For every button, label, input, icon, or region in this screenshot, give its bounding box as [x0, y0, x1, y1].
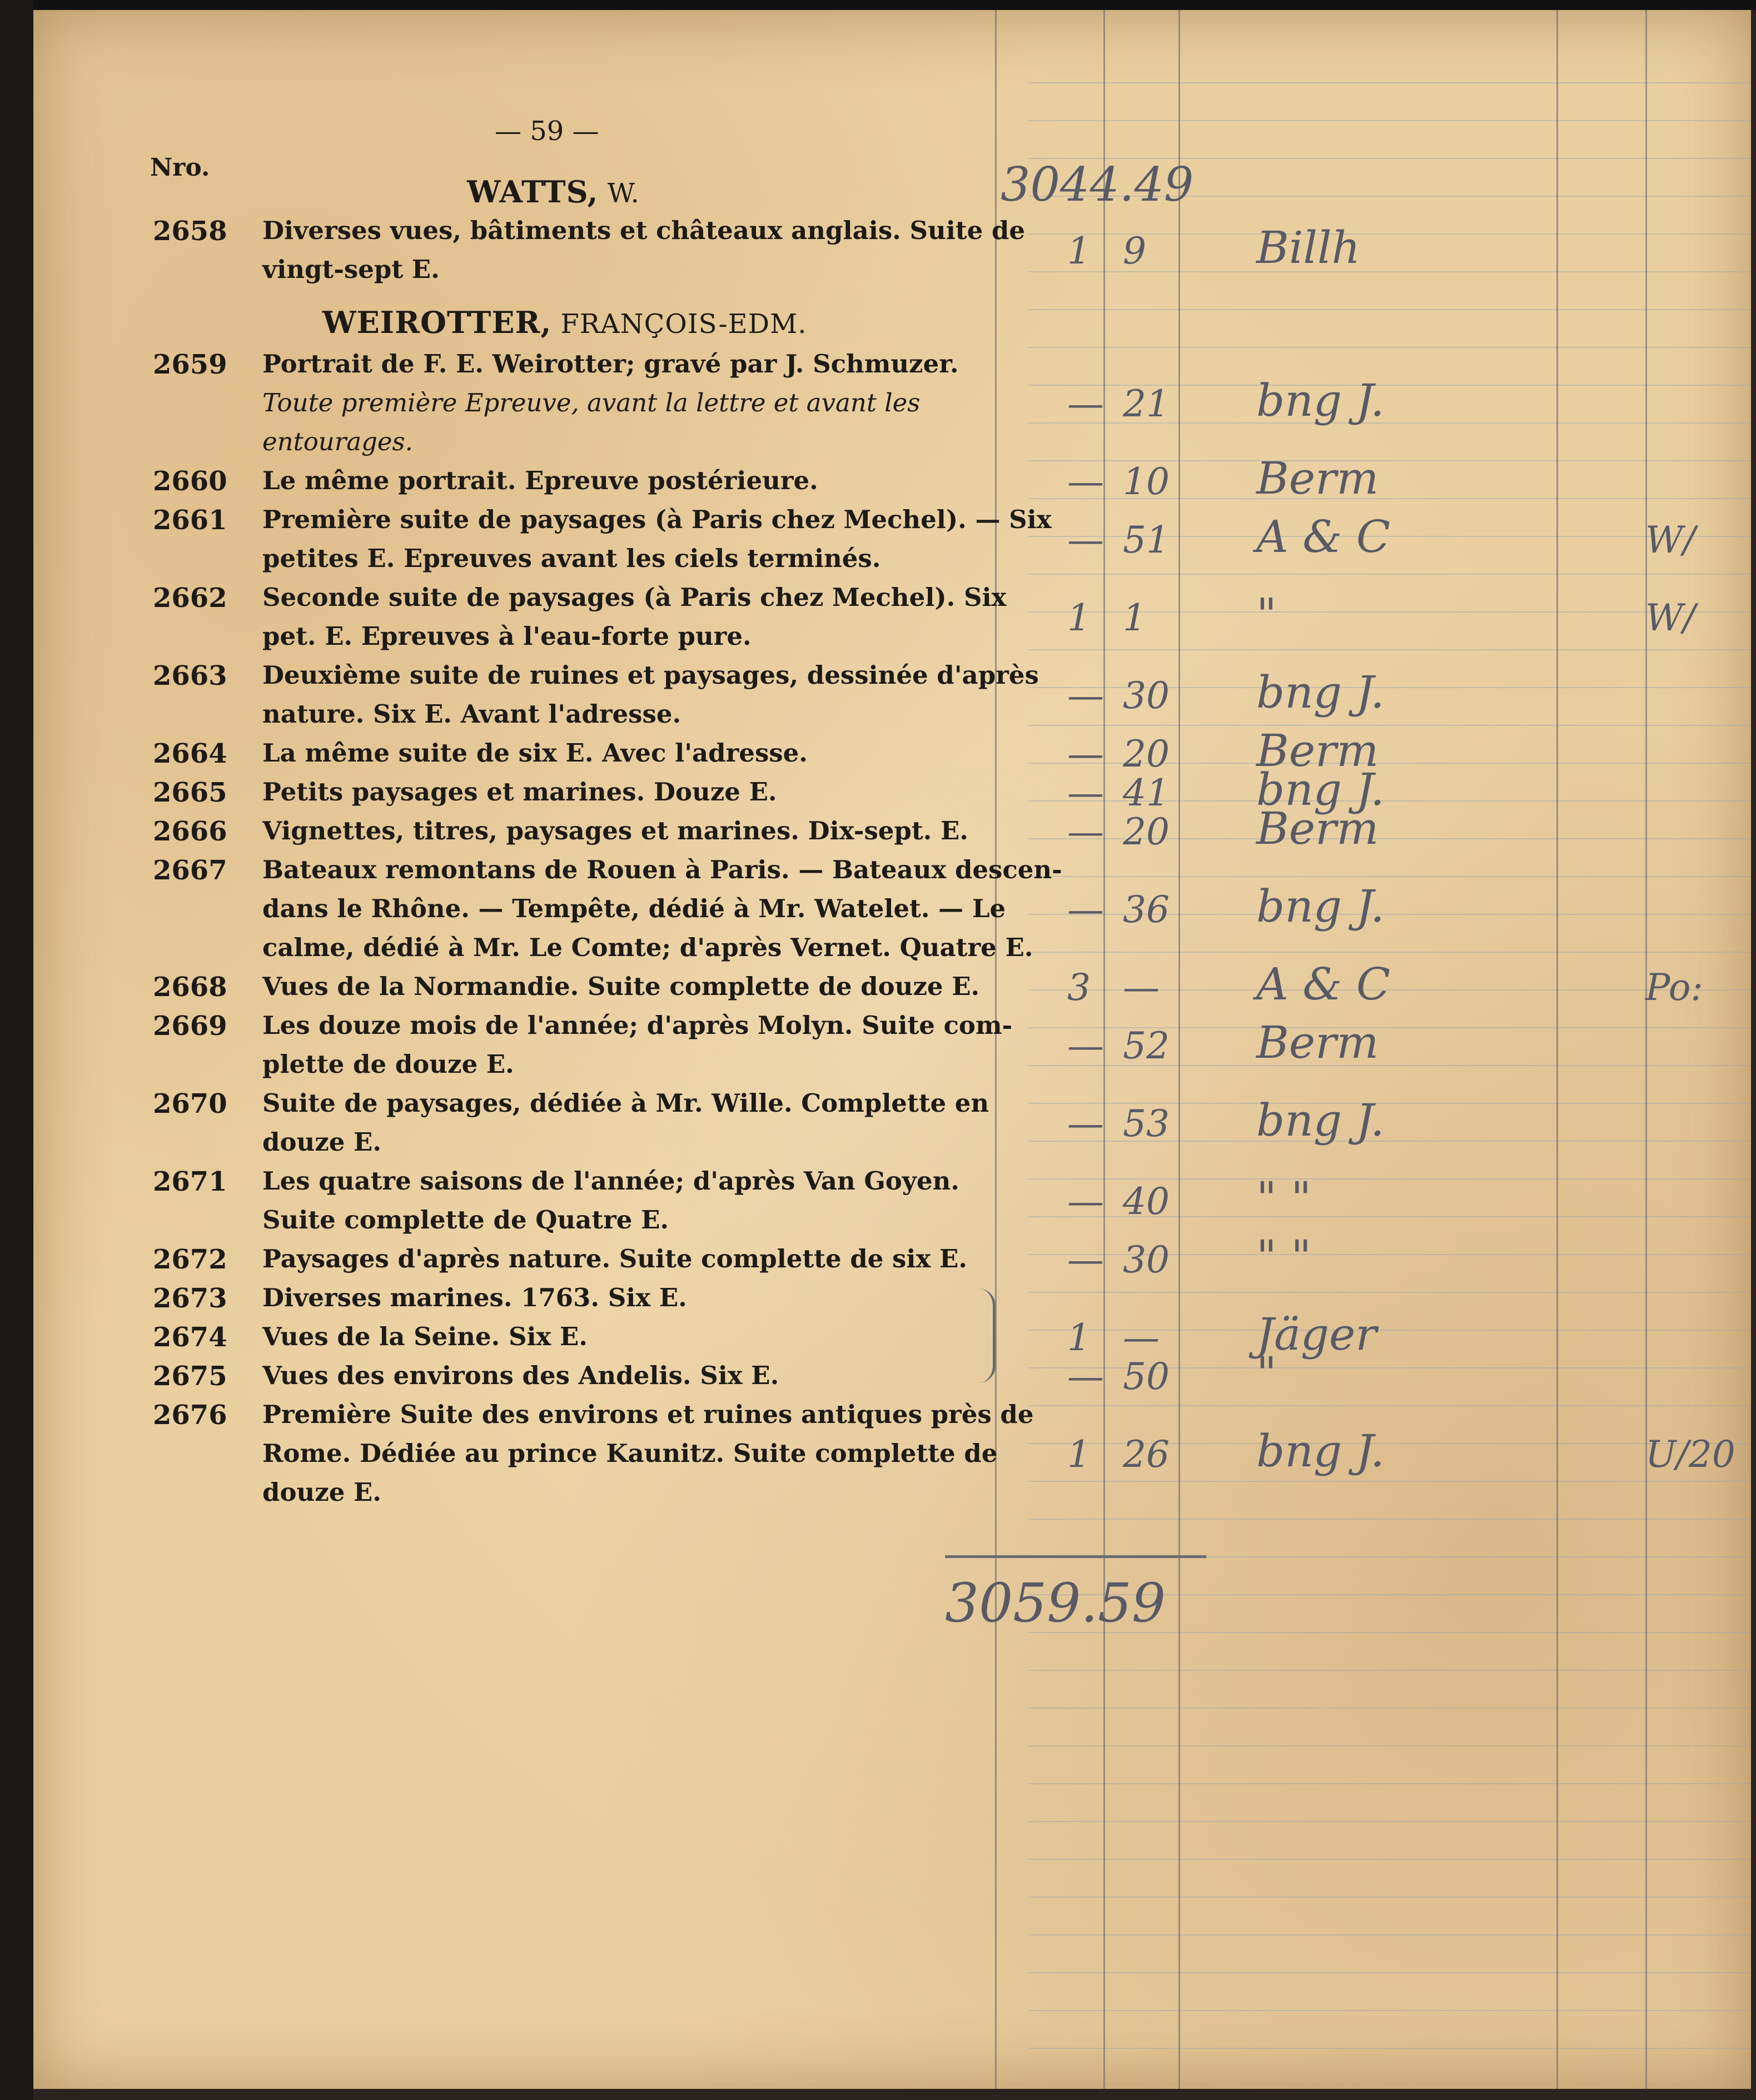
amount-francs: — [1067, 1024, 1104, 1067]
buyer-name: Jäger [1256, 1308, 1377, 1360]
ledger-rule [1028, 1405, 1751, 1406]
lot-description-line: Les quatre saisons de l'année; d'après Van Goyen. [262, 1166, 959, 1196]
lot-number: 2665 [153, 777, 227, 808]
buyer-name: bng J. [1256, 880, 1385, 932]
lot-number: 2664 [153, 738, 227, 769]
ledger-rule [1028, 1519, 1751, 1520]
amount-francs: 1 [1067, 230, 1091, 272]
margin-note: U/20 [1645, 1433, 1735, 1476]
lot-number: 2673 [153, 1283, 227, 1314]
amount-centimes: 26 [1123, 1433, 1170, 1476]
ledger-rule [1028, 2010, 1751, 2011]
lot-description-line: Petits paysages et marines. Douze E. [262, 777, 777, 807]
amount-centimes: 52 [1123, 1024, 1170, 1067]
lot-number: 2660 [153, 466, 227, 497]
lot-number: 2659 [153, 349, 227, 380]
lot-description-line: vingt-sept E. [262, 255, 440, 284]
lot-description-line: Portrait de F. E. Weirotter; gravé par J. Schmuzer. [262, 349, 959, 379]
buyer-name: " [1256, 589, 1277, 640]
lot-description-line: Première Suite des environs et ruines antiques près de [262, 1400, 1034, 1429]
buyer-name: Berm [1256, 452, 1379, 504]
amount-centimes: 50 [1123, 1355, 1170, 1398]
ledger-rule [1028, 1934, 1751, 1935]
column-rule-1 [995, 10, 997, 2089]
lot-number: 2672 [153, 1244, 227, 1275]
lot-description-line: Vues des environs des Andelis. Six E. [262, 1361, 779, 1390]
amount-francs: — [1067, 888, 1104, 931]
amount-francs: — [1067, 810, 1104, 853]
lot-description-line: Suite de paysages, dédiée à Mr. Wille. Complette en [262, 1088, 989, 1118]
ledger-rule [1028, 952, 1751, 953]
lot-number: 2666 [153, 816, 227, 847]
ledger-rule [1028, 1972, 1751, 1973]
lot-number: 2675 [153, 1361, 227, 1392]
ledger-rule [1028, 347, 1751, 348]
amount-centimes: 41 [1123, 772, 1170, 814]
amount-francs: — [1067, 1102, 1104, 1145]
lot-description-line: Suite complette de Quatre E. [262, 1205, 669, 1235]
amount-centimes: 21 [1123, 382, 1170, 425]
amount-centimes: 40 [1123, 1180, 1170, 1223]
ledger-rule [1028, 1670, 1751, 1671]
lot-number: 2658 [153, 216, 227, 247]
buyer-name: Berm [1256, 1017, 1379, 1068]
ledger-rule [1028, 82, 1751, 83]
total-rule [945, 1555, 1206, 1558]
lot-description-line: Bateaux remontans de Rouen à Paris. — Bateaux descen- [262, 855, 1062, 884]
lot-description-line: Le même portrait. Epreuve postérieure. [262, 466, 818, 495]
lot-description-line: Diverses vues, bâtiments et châteaux anglais. Suite de [262, 216, 1025, 245]
buyer-name: bng J. [1256, 1425, 1385, 1477]
page-number: — 59 — [495, 116, 599, 147]
margin-note: Po: [1645, 966, 1703, 1009]
lot-number: 2661 [153, 505, 227, 536]
buyer-name: A & C [1256, 958, 1391, 1010]
lot-description-line: La même suite de six E. Avec l'adresse. [262, 738, 808, 768]
buyer-name: bng J. [1256, 666, 1385, 718]
amount-francs: — [1067, 1180, 1104, 1223]
lot-number: 2667 [153, 855, 227, 886]
artist-name: WATTS, [467, 174, 599, 210]
amount-francs: — [1067, 772, 1104, 814]
ledger-rule [1028, 725, 1751, 726]
artist-heading-watts [467, 174, 640, 210]
lot-description-line: Seconde suite de paysages (à Paris chez Mechel). Six [262, 583, 1007, 612]
buyer-name: Berm [1256, 803, 1379, 854]
nro-label: Nro. [150, 153, 210, 182]
margin-note: W/ [1645, 596, 1696, 639]
amount-centimes: 30 [1123, 1238, 1170, 1281]
amount-centimes: 51 [1123, 519, 1170, 561]
carry-forward-amount: 3044.49 [1001, 157, 1194, 212]
column-rule-3 [1178, 10, 1180, 2089]
buyer-name: bng J. [1256, 375, 1385, 426]
binding-edge [0, 0, 33, 2100]
amount-francs: — [1067, 674, 1104, 717]
buyer-name: bng J. [1256, 1094, 1385, 1146]
ledger-rule [1028, 1745, 1751, 1746]
amount-centimes: 20 [1123, 810, 1170, 853]
lot-description-line: plette de douze E. [262, 1049, 514, 1079]
ledger-rule [1028, 309, 1751, 310]
lot-description-line: pet. E. Epreuves à l'eau-forte pure. [262, 621, 752, 651]
lot-number: 2662 [153, 583, 227, 614]
lot-description-line: dans le Rhône. — Tempête, dédié à Mr. Watelet. — Le [262, 894, 1006, 923]
amount-francs: — [1067, 460, 1104, 503]
lot-number: 2670 [153, 1088, 227, 1119]
ledger-rule [1028, 1783, 1751, 1784]
buyer-name: Berm [1256, 725, 1379, 777]
amount-centimes: 53 [1123, 1102, 1170, 1145]
lot-description-line: nature. Six E. Avant l'adresse. [262, 699, 681, 729]
ledger-rule [1028, 574, 1751, 575]
lot-description-line: Toute première Epreuve, avant la lettre et avant les [262, 388, 921, 417]
amount-francs: — [1067, 733, 1104, 775]
bracket-mark [978, 1288, 996, 1383]
lot-description-line: Diverses marines. 1763. Six E. [262, 1283, 687, 1312]
lot-description-line: douze E. [262, 1127, 382, 1157]
amount-centimes: 30 [1123, 674, 1170, 717]
amount-francs: — [1067, 382, 1104, 425]
lot-description-line: Vues de la Seine. Six E. [262, 1322, 588, 1351]
amount-centimes: 20 [1123, 733, 1170, 775]
amount-francs: — [1067, 519, 1104, 561]
lot-description-line: calme, dédié à Mr. Le Comte; d'après Vernet. Quatre E. [262, 933, 1033, 962]
lot-number: 2674 [153, 1322, 227, 1353]
buyer-name: " " [1256, 1172, 1312, 1224]
lot-description-line: douze E. [262, 1477, 382, 1507]
artist-first: FRANÇOIS-EDM. [560, 308, 807, 340]
amount-centimes: 9 [1123, 230, 1146, 272]
amount-centimes: 36 [1123, 888, 1170, 931]
column-rule-4 [1556, 10, 1558, 2089]
amount-francs: 1 [1067, 1433, 1091, 1476]
lot-description-line: Paysages d'après nature. Suite complette de six E. [262, 1244, 967, 1273]
amount-francs: — [1067, 1355, 1104, 1398]
lot-description-line: Les douze mois de l'année; d'après Molyn. Suite com- [262, 1011, 1013, 1040]
ledger-rule [1028, 649, 1751, 650]
ledger-rule [1028, 1897, 1751, 1898]
lot-description-line: Vues de la Normandie. Suite complette de douze E. [262, 972, 980, 1001]
lot-description-line: Rome. Dédiée au prince Kaunitz. Suite complette de [262, 1439, 998, 1468]
buyer-name: " [1256, 1347, 1277, 1399]
artist-heading-weirotter [322, 305, 807, 340]
buyer-name: " " [1256, 1231, 1312, 1282]
amount-centimes: — [1123, 1316, 1160, 1359]
lot-number: 2663 [153, 660, 227, 691]
amount-francs: — [1067, 1238, 1104, 1281]
amount-centimes: 10 [1123, 460, 1170, 503]
artist-first: W. [607, 178, 640, 209]
lot-description-line: Deuxième suite de ruines et paysages, dessinée d'après [262, 660, 1039, 690]
ledger-rule [1028, 1859, 1751, 1860]
ledger-rule [1028, 1178, 1751, 1180]
amount-francs: 1 [1067, 596, 1091, 639]
lot-description-line: Première suite de paysages (à Paris chez Mechel). — Six [262, 505, 1052, 534]
ledger-rule [1028, 1708, 1751, 1709]
lot-description-line: Vignettes, titres, paysages et marines. Dix-sept. E. [262, 816, 968, 845]
ledger-rule [1028, 1821, 1751, 1822]
catalogue-page [33, 10, 1751, 2089]
lot-number: 2676 [153, 1400, 227, 1431]
lot-number: 2668 [153, 972, 227, 1003]
lot-number: 2669 [153, 1011, 227, 1042]
total-amount: 3059.59 [945, 1572, 1166, 1634]
lot-description-line: petites E. Epreuves avant les ciels terminés. [262, 544, 881, 573]
buyer-name: A & C [1256, 511, 1391, 563]
buyer-name: Billh [1256, 222, 1361, 273]
column-rule-5 [1645, 10, 1647, 2089]
ledger-rule [1028, 1292, 1751, 1293]
lot-number: 2671 [153, 1166, 227, 1197]
amount-francs: 1 [1067, 1316, 1091, 1359]
lot-description-line: entourages. [262, 427, 413, 456]
ledger-rule [1028, 120, 1751, 121]
amount-centimes: 1 [1123, 596, 1146, 639]
margin-note: W/ [1645, 519, 1696, 561]
ledger-rule [1028, 1481, 1751, 1482]
amount-francs: 3 [1067, 966, 1091, 1009]
amount-centimes: — [1123, 966, 1160, 1009]
ledger-rule [1028, 2048, 1751, 2049]
top-dark-band [0, 0, 1756, 10]
artist-name: WEIROTTER, [322, 305, 552, 340]
ledger-rule [1028, 876, 1751, 877]
buyer-name: bng J. [1256, 764, 1385, 815]
